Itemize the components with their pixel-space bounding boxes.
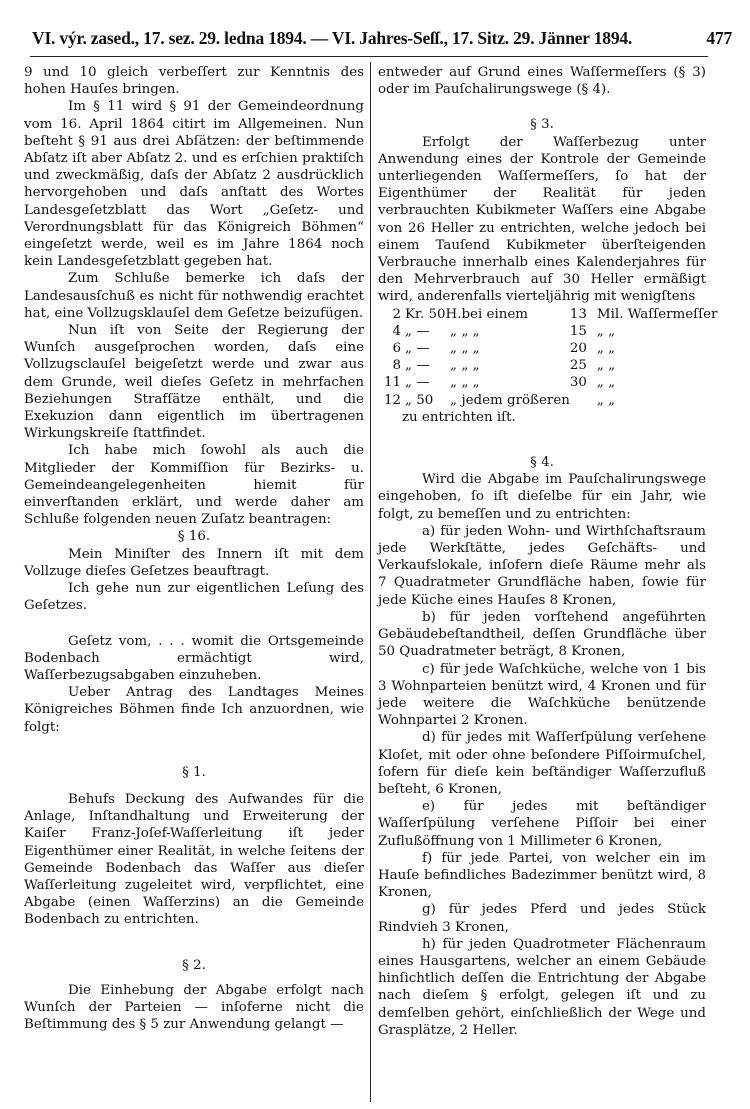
list-item: a) für jeden Wohn- und Wirthſchaftsraum jede Werkſtätte, jedes Geſchäfts- und Verkaufslokale, inſofern dieſe Räume mehr als 7 Quadratmeter Grundfläche haben, ſowie für jede Küche eines Hauſes 8 Kronen,	[378, 523, 706, 608]
rate-cell: 12	[384, 392, 402, 408]
paragraph: Ich habe mich ſowohl als auch die Mitglieder der Kommiſſion für Bezirks- u. Gemeindeangelegenheiten hiemit für einverſtanden erklärt, und werde daher am Schluße folgenden neuen Zuſatz beantragen:	[24, 443, 364, 528]
rate-cell: 13	[569, 306, 587, 322]
spacer	[378, 426, 706, 454]
rate-cell: „ „	[596, 323, 616, 339]
rate-cell: „	[450, 323, 457, 339]
rate-cell: „ —	[405, 375, 430, 391]
rate-cell: „ 50	[405, 392, 434, 408]
page-header	[22, 22, 732, 50]
list-item: e) für jedes mit beſtändiger Waſſerſpülung verſehene Piſſoir bei einer Zuflußöffnung von 1 Millimeter 6 Kronen,	[378, 799, 706, 849]
rate-row	[384, 392, 717, 409]
paragraph: 9 und 10 gleich verbeſſert zur Kenntnis des hohen Hauſes bringen.	[24, 65, 364, 98]
rate-cell: „ „	[461, 323, 480, 339]
rate-cell: „	[450, 358, 457, 374]
rate-cell: Mil. Waſſermeſſer	[596, 306, 718, 322]
rate-cell: Kr. 50	[405, 306, 446, 322]
rate-cell: „ „	[461, 375, 480, 391]
section-heading: § 4.	[530, 455, 554, 471]
rate-cell: jedem größeren	[461, 392, 570, 408]
running-title: VI. výr. zased., 17. sez. 29. ledna 1894. — VI. Jahres-Seſſ., 17. Sitz. 29. Jänner 1894.	[32, 28, 633, 48]
rate-cell: „	[450, 341, 457, 357]
section-heading: § 3.	[530, 117, 554, 133]
list-item: d) für jedes mit Waſſerſpülung verſehene Kloſet, mit oder ohne beſondere Piſſoirmuſchel, ſofern für dieſe kein beſtändiger Waſſerzufluß beſteht, 6 Kronen,	[378, 730, 706, 797]
header-rule	[30, 56, 708, 57]
rate-cell: „ „	[461, 358, 480, 374]
rate-cell: „ „	[596, 375, 616, 391]
paragraph: Wird die Abgabe im Pauſchalirungswege eingehoben, ſo iſt dieſelbe für ein Jahr, wie folgt, zu bemeſſen und zu entrichten:	[378, 472, 706, 522]
spacer	[24, 736, 364, 764]
spacer	[378, 98, 706, 116]
paragraph: Zum Schluße bemerke ich daſs der Landesausſchuß es nicht für nothwendig erachtet hat, eine Vollzugsklauſel dem Geſetze beizufügen.	[24, 271, 364, 321]
column-divider	[370, 62, 371, 1102]
rate-row	[384, 323, 717, 340]
page-number: 477	[706, 28, 732, 48]
section-heading: § 16.	[177, 529, 211, 545]
spacer	[24, 974, 364, 982]
rate-cell: 11	[384, 375, 402, 391]
paragraph: Mein Miniſter des Innern iſt mit dem Vollzuge dieſes Geſetzes beauftragt.	[24, 546, 364, 579]
law-intro: Ueber Antrag des Landtages Meines Königreiches Böhmen finde Ich anzuordnen, wie folgt:	[24, 685, 364, 735]
rate-cell	[570, 392, 597, 409]
list-item: f) für jede Partei, von welcher ein im Hauſe befindliches Badezimmer benützt wird, 8 Kronen,	[378, 850, 706, 901]
rates-table	[384, 306, 717, 409]
rate-cell: 8	[392, 358, 402, 374]
section-heading: § 2.	[182, 957, 206, 973]
list-item: b) für jeden vorſtehend angeführten Gebäudebeſtandtheil, deſſen Grundfläche über 50 Quadratmeter beträgt, 8 Kronen,	[378, 609, 706, 660]
spacer	[24, 615, 364, 633]
rate-cell: 15	[569, 323, 587, 339]
right-column	[378, 64, 718, 1039]
rate-cell: „ —	[405, 358, 430, 374]
rate-cell: 20	[569, 341, 587, 357]
rate-cell: 30	[569, 375, 587, 391]
list-item: h) für jeden Quadrotmeter Flächenraum eines Hausgartens, welcher an einem Gebäude hinſichtlich deſſen die Entrichtung der Abgabe nach dieſem § erfolgt, gelegen iſt und zu demſelben gehört, einſchließlich der Wege und Grasplätze, 2 Heller.	[378, 936, 706, 1038]
list-item: c) für jede Waſchküche, welche von 1 bis 3 Wohnparteien benützt wird, 4 Kronen und für jede weitere die Waſchküche benützende Wohnpartei 2 Kronen.	[378, 661, 706, 729]
rate-row	[384, 357, 717, 374]
paragraph: entweder auf Grund eines Waſſermeſſers (§ 3) oder im Pauſchalirungswege (§ 4).	[378, 65, 706, 98]
rate-cell: „ „	[596, 341, 616, 357]
spacer	[24, 929, 364, 957]
rate-cell: „ —	[405, 341, 430, 357]
rate-cell: 2	[392, 306, 402, 322]
paragraph: Ich gehe nun zur eigentlichen Leſung des Geſetzes.	[24, 581, 364, 614]
rate-cell: H.	[445, 306, 462, 322]
section-heading: § 1.	[182, 764, 206, 780]
rate-cell: „	[450, 392, 457, 408]
list-item: g) für jedes Pferd und jedes Stück Rindvieh 3 Kronen,	[378, 902, 706, 935]
rate-cell: bei einem	[461, 306, 528, 322]
paragraph: Behufs Deckung des Aufwandes für die Anlage, Inſtandhaltung und Erweiterung der Kaiſer Franz-Joſef-Waſſerleitung iſt jeder Eigenthümer einer Realität, in welche ſeitens der Gemeinde Bodenbach das Waſſer aus dieſer Waſſerleitung zugeleitet wird, verpflichtet, eine Abgabe (einen Waſſerzins) an die Gemeinde Bodenbach zu entrichten.	[24, 791, 364, 928]
paragraph: Erfolgt der Waſſerbezug unter Anwendung eines der Kontrole der Gemeinde unterliegenden Waſſermeſſers, ſo hat der Eigenthümer der Realität für jeden verbrauchten Kubikmeter Waſſers eine Abgabe von 26 Heller zu entrichten, welche jedoch bei einem Tauſend Kubikmeter überſteigenden Verbrauche innerhalb eines Kalenderjahres für den Mehrverbrauch auf 30 Heller ermäßigt wird, anderenfalls vierteljährig mit wenigſtens	[378, 134, 706, 305]
spacer	[24, 781, 364, 791]
paragraph: Nun iſt von Seite der Regierung der Wunſch ausgeſprochen worden, daſs eine Vollzugsclauſel beigeſetzt werde und zwar aus dem Grunde, weil dieſes Geſetz in mehrfachen Beziehungen Strafſätze enthält, und die Exekuzion dann eigentlich im übertragenen Wirkungskreiſe ſtattfindet.	[24, 323, 364, 442]
rate-cell: „ „	[596, 392, 616, 408]
rate-cell: 4	[392, 323, 402, 339]
rates-end: zu entrichten iſt.	[402, 409, 516, 425]
paragraph: Im § 11 wird § 91 der Gemeindeordnung vom 16. April 1864 citirt im Allgemeinen. Nun beſteht § 91 aus drei Abſätzen: der beſtimmende Abſatz iſt aber Abſatz 2. und es erſchien praktiſch und zweckmäßig, daſs der Abſatz 2 ausdrücklich hervorgehoben und daſs anſtatt des Wortes Landesgeſetzblatt das Wort „Geſetz- und Verordnungsblatt für das Königreich Böhmen“ eingeſetzt werde, weil es im Jahre 1864 noch kein Landesgeſetzblatt gegeben hat.	[24, 99, 364, 270]
rate-cell: „ „	[596, 358, 616, 374]
left-column	[24, 64, 364, 1033]
rate-cell: 25	[569, 358, 587, 374]
rate-cell: „	[450, 375, 457, 391]
rate-row	[384, 340, 717, 357]
rate-row	[384, 306, 717, 323]
rate-cell: „ „	[461, 341, 480, 357]
rate-cell: 6	[392, 341, 402, 357]
rate-row	[384, 374, 717, 391]
rate-cell: „ —	[405, 323, 430, 339]
law-title: Geſetz vom, . . . womit die Ortsgemeinde Bodenbach ermächtigt wird, Waſſerbezugsabgaben einzuheben.	[24, 633, 364, 683]
paragraph: Die Einhebung der Abgabe erfolgt nach Wunſch der Parteien — inſoferne nicht die Beſtimmung des § 5 zur Anwendung gelangt —	[24, 982, 364, 1033]
